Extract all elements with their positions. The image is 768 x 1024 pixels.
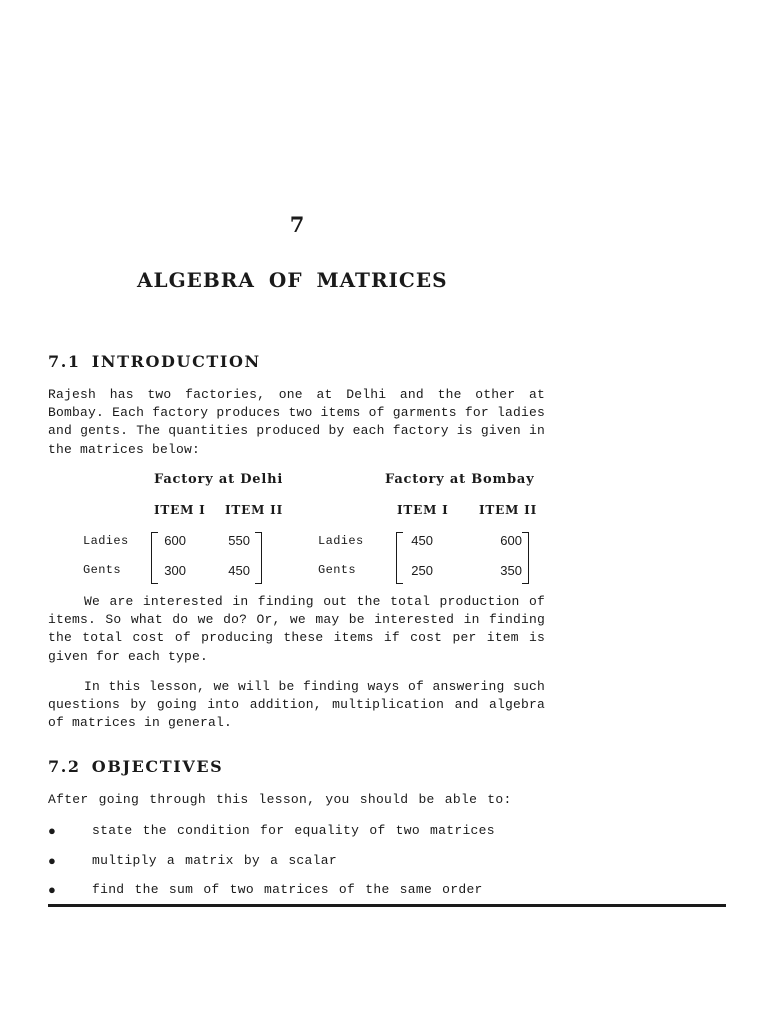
objectives-intro: After going through this lesson, you should be able to: [48,792,512,807]
matrix-cell-bombay-r2c2: 350 [500,563,522,578]
chapter-number: 7 [289,212,305,237]
matrix-row-label-bombay-gents: Gents [318,563,357,577]
intro-paragraph-2: We are interested in finding out the total production of items. So what do we do? Or, we may be interested in finding the total cost of producing these items if cost per item is given for each type. [48,594,545,664]
matrix-row-label-delhi-gents: Gents [83,563,122,577]
objective-item: multiply a matrix by a scalar [92,853,337,868]
matrix-cell-delhi-r1c2: 550 [228,533,250,548]
bullet-icon: ● [48,823,56,838]
matrix-cell-bombay-r1c2: 600 [500,533,522,548]
bullet-icon: ● [48,853,56,868]
matrix-bracket-right-delhi [255,532,262,584]
matrix-row-label-delhi-ladies: Ladies [83,534,129,548]
matrix-col-header-delhi-item2: ITEM II [225,503,283,517]
intro-paragraph-3: In this lesson, we will be finding ways of answering such questions by going into addition, multiplication and algebra of matrices in general. [48,679,545,731]
bottom-rule [48,904,726,907]
matrix-cell-delhi-r2c2: 450 [228,563,250,578]
matrix-title-bombay: Factory at Bombay [385,472,535,487]
section-heading-introduction: 7.1 INTRODUCTION [48,352,261,371]
objective-item: find the sum of two matrices of the same order [92,882,483,897]
matrix-row-label-bombay-ladies: Ladies [318,534,364,548]
objective-item: state the condition for equality of two matrices [92,823,495,838]
matrix-cell-bombay-r1c1: 450 [411,533,433,548]
matrix-col-header-bombay-item2: ITEM II [479,503,537,517]
section-heading-objectives: 7.2 OBJECTIVES [48,757,224,776]
matrix-col-header-bombay-item1: ITEM I [397,503,449,517]
matrix-col-header-delhi-item1: ITEM I [154,503,206,517]
matrix-bracket-right-bombay [522,532,529,584]
intro-paragraph-1: Rajesh has two factories, one at Delhi and the other at Bombay. Each factory produces two items of garments for ladies and gents. The quantities produced by each factory is given in the matrices below: [48,387,545,457]
matrix-cell-bombay-r2c1: 250 [411,563,433,578]
bullet-icon: ● [48,882,56,897]
matrix-cell-delhi-r2c1: 300 [164,563,186,578]
matrix-cell-delhi-r1c1: 600 [164,533,186,548]
matrix-title-delhi: Factory at Delhi [154,472,284,487]
chapter-title: ALGEBRA OF MATRICES [137,268,448,292]
